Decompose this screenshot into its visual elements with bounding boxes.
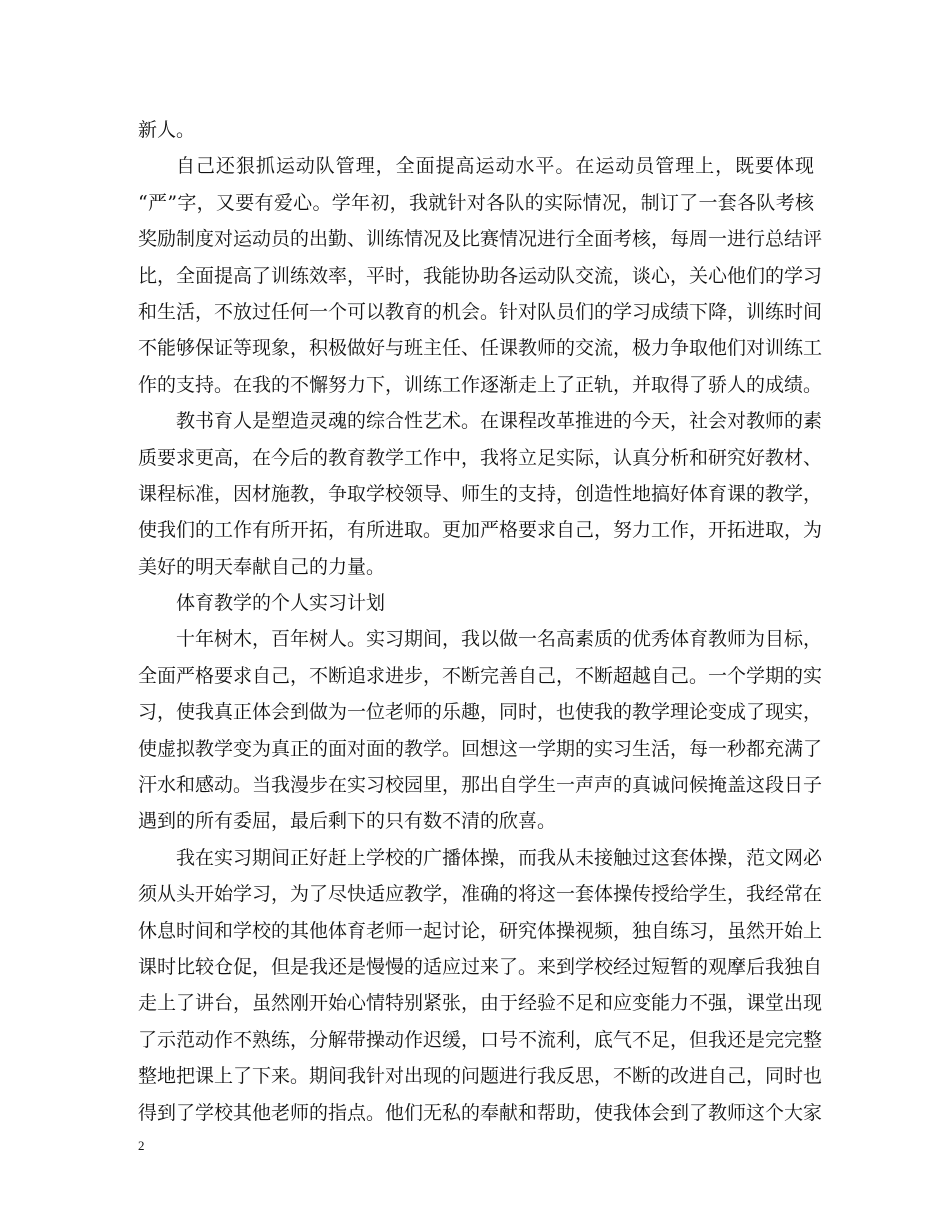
text-line: “严”字，又要有爱心。学年初，我就针对各队的实际情况，制订了一套各队考核 [138, 191, 814, 214]
text-line: 走上了讲台，虽然刚开始心情特别紧张，由于经验不足和应变能力不强，课堂出现 [138, 992, 823, 1015]
text-line: 作的支持。在我的不懈努力下，训练工作逐渐走上了正轨，并取得了骄人的成绩。 [138, 373, 823, 396]
text-line: 和生活，不放过任何一个可以教育的机会。针对队员们的学习成绩下降，训练时间 [138, 300, 823, 323]
text-line: 美好的明天奉献自己的力量。 [138, 555, 386, 578]
text-line: 新人。 [138, 119, 196, 141]
text-line: 不能够保证等现象，积极做好与班主任、任课教师的交流，极力争取他们对训练工 [138, 337, 823, 360]
text-line: 教书育人是塑造灵魂的综合性艺术。在课程改革推进的今天，社会对教师的素 [176, 410, 823, 433]
text-line: 遇到的所有委屈，最后剩下的只有数不清的欣喜。 [138, 810, 557, 833]
text-line: 我在实习期间正好赶上学校的广播体操，而我从未接触过这套体操，范文网必 [176, 846, 823, 869]
text-line: 全面严格要求自己，不断追求进步，不断完善自己，不断超越自己。一个学期的实 [138, 664, 823, 687]
text-line: 自己还狠抓运动队管理，全面提高运动水平。在运动员管理上，既要体现 [176, 155, 814, 178]
text-line: 得到了学校其他老师的指点。他们无私的奉献和帮助，使我体会到了教师这个大家 [138, 1101, 823, 1124]
text-line: 比，全面提高了训练效率，平时，我能协助各运动队交流，谈心，关心他们的学习 [138, 264, 823, 287]
text-line: 质要求更高，在今后的教育教学工作中，我将立足实际，认真分析和研究好教材、 [138, 446, 823, 469]
section-heading: 体育教学的个人实习计划 [176, 592, 386, 615]
text-line: 习，使我真正体会到做为一位老师的乐趣，同时，也使我的教学理论变成了现实， [138, 701, 823, 724]
text-line: 十年树木，百年树人。实习期间，我以做一名高素质的优秀体育教师为目标， [176, 628, 823, 651]
text-line: 整地把课上了下来。期间我针对出现的问题进行我反思，不断的改进自己，同时也 [138, 1065, 823, 1088]
text-line: 了示范动作不熟练，分解带操动作迟缓，口号不流利，底气不足，但我还是完完整 [138, 1028, 823, 1051]
text-line: 须从头开始学习，为了尽快适应教学，准确的将这一套体操传授给学生，我经常在 [138, 883, 823, 906]
page-number: 2 [138, 1138, 145, 1153]
body-text [138, 112, 823, 1131]
text-line: 课时比较仓促，但是我还是慢慢的适应过来了。来到学校经过短暂的观摩后我独自 [138, 955, 823, 978]
text-line: 课程标准，因材施教，争取学校领导、师生的支持，创造性地搞好体育课的教学， [138, 482, 823, 505]
text-line: 奖励制度对运动员的出勤、训练情况及比赛情况进行全面考核，每周一进行总结评 [138, 228, 823, 251]
text-line: 使虚拟教学变为真正的面对面的教学。回想这一学期的实习生活，每一秒都充满了 [138, 737, 823, 760]
text-line: 汗水和感动。当我漫步在实习校园里，那出自学生一声声的真诚问候掩盖这段日子 [138, 774, 823, 797]
text-line: 休息时间和学校的其他体育老师一起讨论，研究体操视频，独自练习，虽然开始上 [138, 919, 823, 942]
text-line: 使我们的工作有所开拓，有所进取。更加严格要求自己，努力工作，开拓进取，为 [138, 519, 823, 542]
